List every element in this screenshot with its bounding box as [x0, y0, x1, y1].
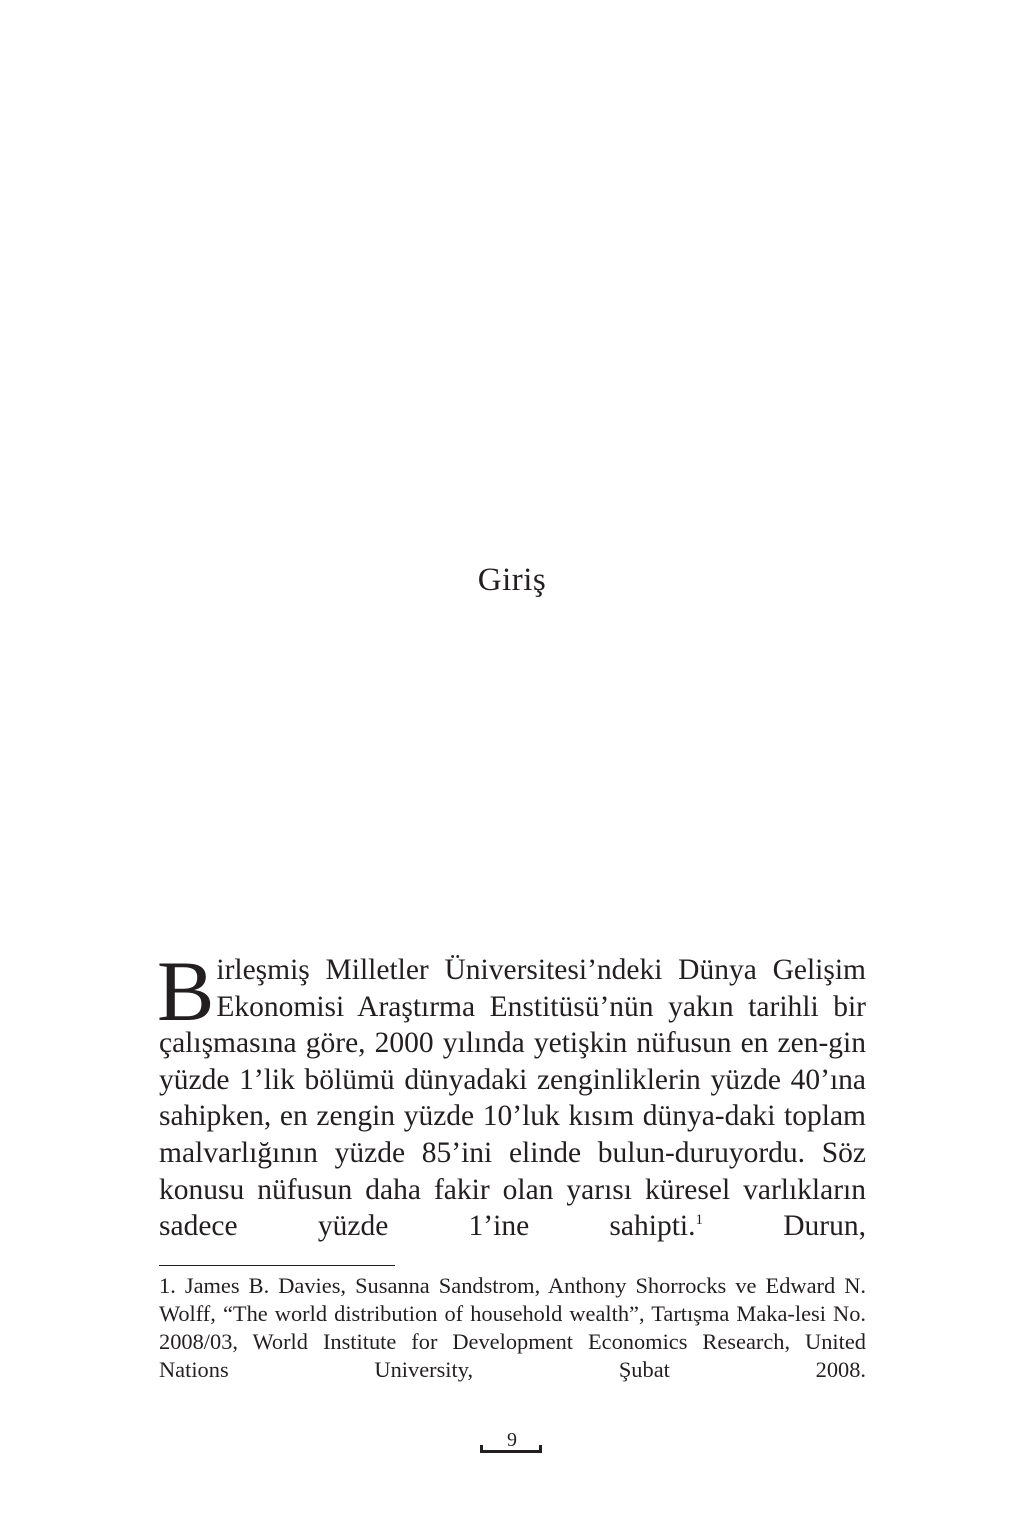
page-number: [478, 1429, 546, 1453]
body-text: irleşmiş Milletler Üniversitesi’ndeki Dünya Gelişim Ekonomisi Araştırma Enstitüsü’nün yakın tarihli bir çalışmasına göre, 2000 yılında yetişkin nüfusun en zen-gin yüzde 1’lik bölümü dünyadaki zenginliklerin yüzde 40’ına sahipken, en zengin yüzde 10’luk kısım dünya-daki toplam malvarlığının yüzde 85’ini elinde bulun-duruyordu. Söz konusu nüfusun daha fakir olan yarısı küresel varlıkların sadece yüzde 1’ine sahipti.: [159, 954, 866, 1243]
body-paragraph: [157, 943, 866, 1245]
page-number-label: 9: [507, 1429, 517, 1451]
page-number-bracket: [480, 1445, 542, 1453]
footnote-divider: [159, 1265, 395, 1266]
body-text-continuation: Durun,: [702, 1210, 866, 1243]
footnote: 1. James B. Davies, Susanna Sandstrom, Anthony Shorrocks ve Edward N. Wolff, “The world distribution of household wealth”, Tartışma Maka-lesi No. 2008/03, World Institute for Development Economics Research, United Nations University, Şubat 2008.: [159, 1273, 866, 1382]
footnote-reference: 1: [695, 1212, 703, 1229]
chapter-title: Giriş: [477, 562, 547, 598]
drop-cap: B: [157, 943, 215, 1039]
